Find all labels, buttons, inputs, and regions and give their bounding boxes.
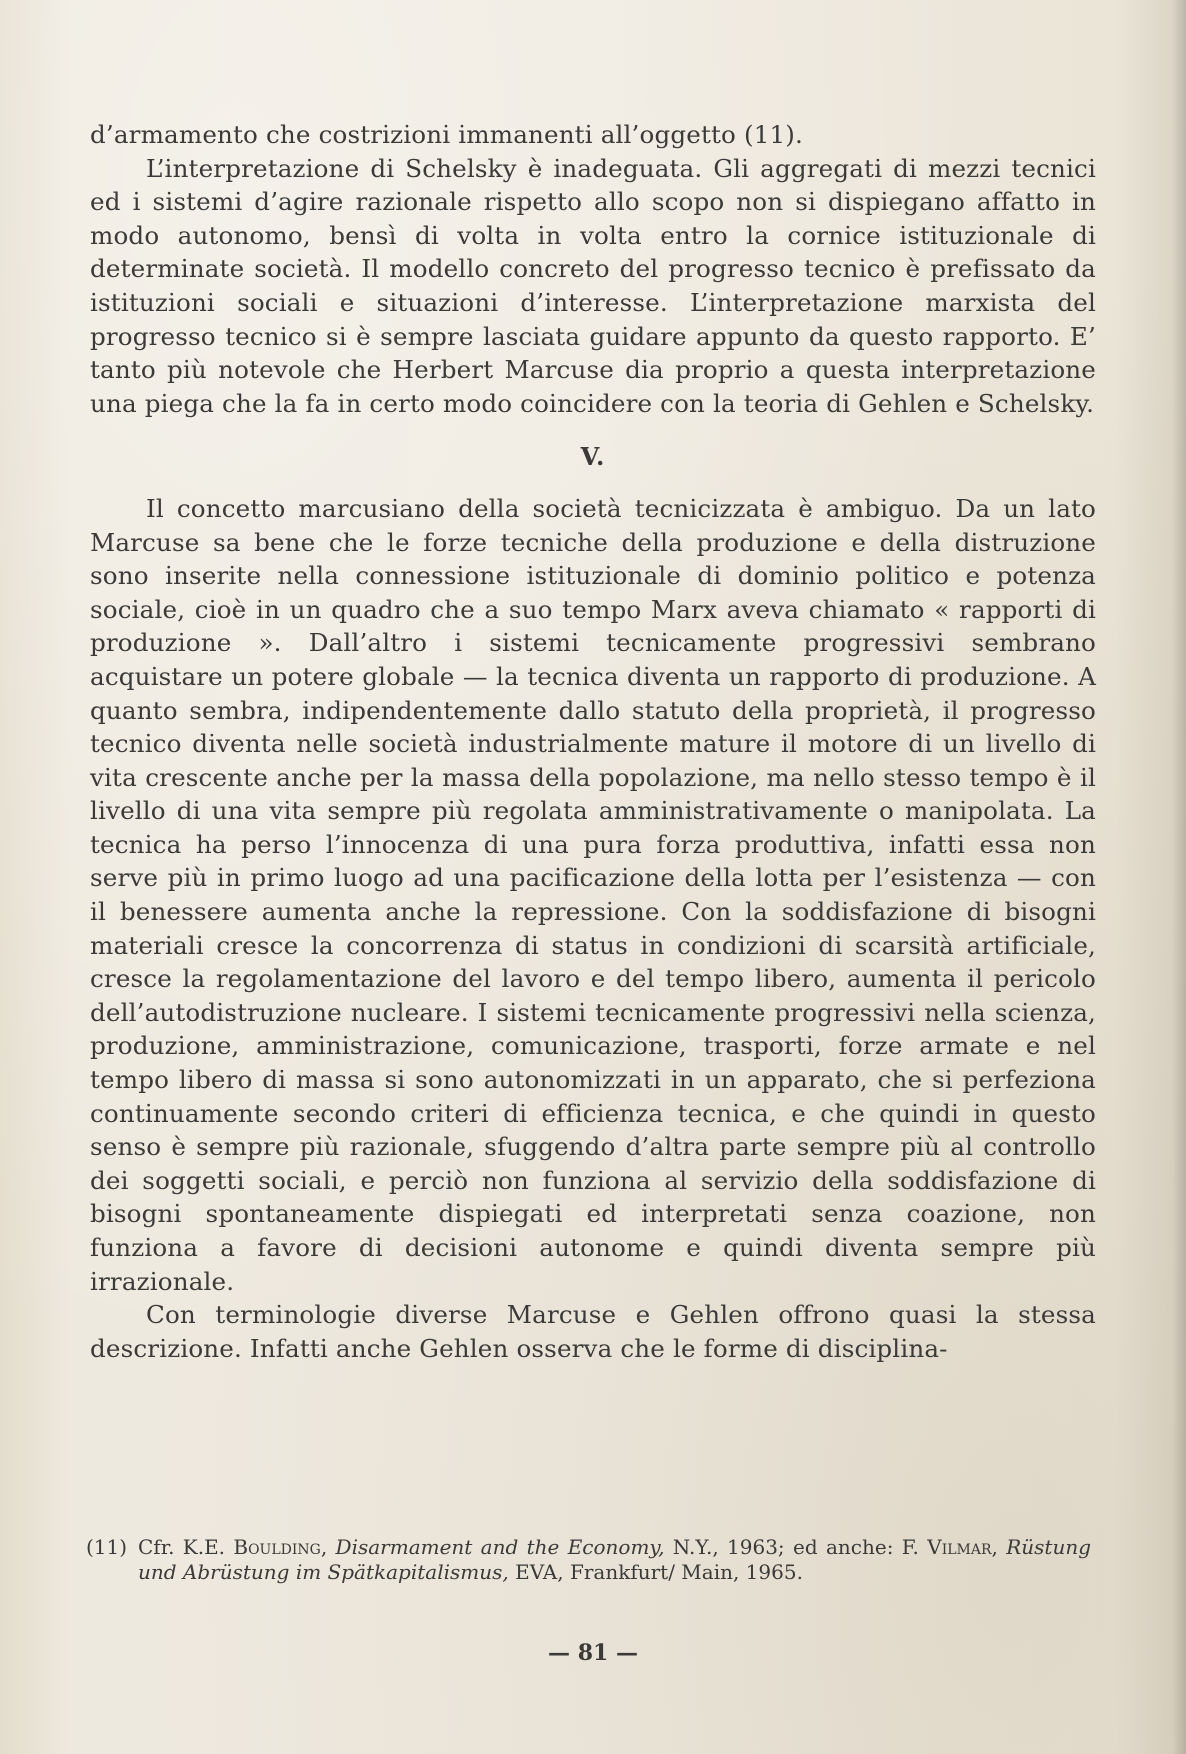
paragraph-gehlen: Con terminologie diverse Marcuse e Gehlen offrono quasi la stessa descrizione. Infatti anche Gehlen osserva che le forme di disciplina- bbox=[90, 1300, 1096, 1363]
footnote-title-1: Disarmament and the Economy, bbox=[335, 1535, 665, 1559]
footnote-title-2: Rüstung und Abrüstung im Spätkapitalismus, bbox=[138, 1535, 1092, 1584]
page-number: — 81 — bbox=[548, 1640, 638, 1666]
footnote-author-2: F. Vilmar, bbox=[901, 1535, 998, 1559]
section-heading: V. bbox=[580, 442, 606, 472]
footnote-prefix: Cfr. bbox=[138, 1535, 175, 1559]
footnote bbox=[86, 1535, 1091, 1584]
main-text bbox=[90, 118, 1096, 1365]
footnote-author-1: K.E. Boulding, bbox=[182, 1535, 328, 1559]
paragraph-continuation: d’armamento che costrizioni immanenti all’oggetto (11). bbox=[90, 120, 804, 149]
paragraph-marcuse: Il concetto marcusiano della società tecnicizzata è ambiguo. Da un lato Marcuse sa bene che le forze tecniche della produzione e della distruzione sono inserite nella connessione istituzionale di dominio politico e potenza sociale, cioè in un quadro che a suo tempo Marx aveva chiamato « rapporti di produzione ». Dall’altro i sistemi tecnicamente progressivi sembrano acquistare un potere globale — la tecnica diventa un rapporto di produzione. A quanto sembra, indipendentemente dallo statuto della proprietà, il progresso tecnico diventa nelle società industrialmente mature il motore di un livello di vita crescente anche per la massa della popolazione, ma nello stesso tempo è il livello di una vita sempre più regolata amministrativamente o manipolata. La tecnica ha perso l’innocenza di una pura forza produttiva, infatti essa non serve più in primo luogo ad una pacificazione della lotta per l’esistenza — con il benessere aumenta anche la repressione. Con la soddisfazione di bisogni materiali cresce la concorrenza di status in condizioni di scarsità artificiale, cresce la regolamentazione del lavoro e del tempo libero, aumenta il pericolo dell’autodistruzione nucleare. I sistemi tecnicamente progressivi nella scienza, produzione, amministrazione, comunicazione, trasporti, forze armate e nel tempo libero di massa si sono autonomizzati in un apparato, che si perfeziona continuamente secondo criteri di efficienza tecnica, e che quindi in questo senso è sempre più razionale, sfuggendo d’altra parte sempre più al controllo dei soggetti sociali, e perciò non funziona al servizio della soddisfazione di bisogni spontaneamente dispiegati ed interpretati senza coazione, non funziona a favore di decisioni autonome e quindi diventa sempre più irrazionale. bbox=[90, 493, 1096, 1296]
footnote-mark: (11) bbox=[86, 1535, 128, 1559]
footnote-body bbox=[138, 1535, 1091, 1584]
paragraph-schelsky: L’interpretazione di Schelsky è inadeguata. Gli aggregati di mezzi tecnici ed i sistemi d’agire razionale rispetto allo scopo non si dispiegano affatto in modo autonomo, bensì di volta in volta entro la cornice istituzionale di determinate società. Il modello concreto del progresso tecnico è prefissato da istituzioni sociali e situazioni d’interesse. L’interpretazione marxista del progresso tecnico si è sempre lasciata guidare appunto da questo rapporto. E’ tanto più notevole che Herbert Marcuse dia proprio a questa interpretazione una piega che la fa in certo modo coincidere con la teoria di Gehlen e Schelsky. bbox=[90, 153, 1096, 418]
footnote-rest-2: EVA, Frankfurt/ Main, 1965. bbox=[515, 1559, 803, 1584]
footnote-rest-1: N.Y., 1963; ed anche: bbox=[672, 1535, 894, 1559]
